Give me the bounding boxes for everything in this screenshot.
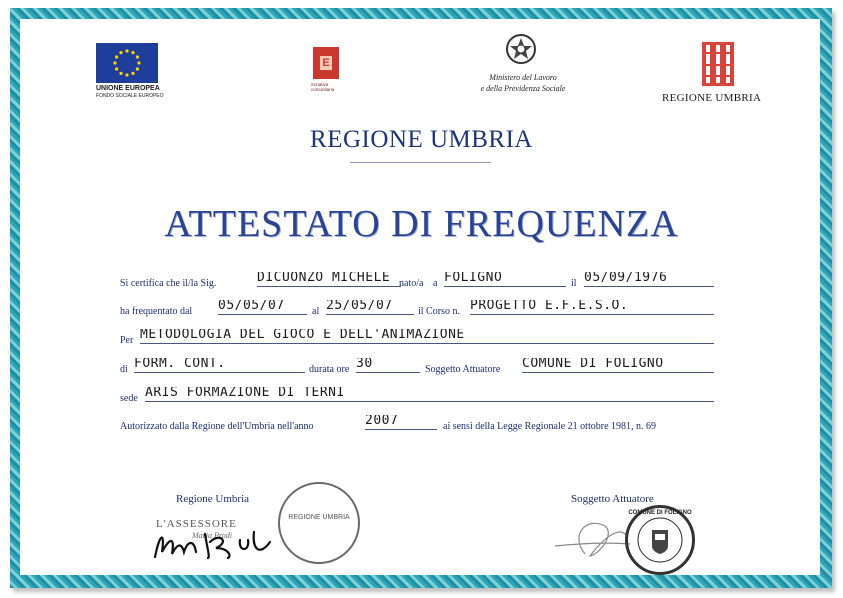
venue-field: ARIS FORMAZIONE DI TERNI <box>145 387 714 402</box>
law-label: ai sensi della Legge Regionale 21 ottobre 1981, n. 69 <box>443 421 657 432</box>
at-label: a <box>433 278 438 289</box>
course-field: PROGETTO E.F.E.S.O. <box>470 300 714 315</box>
venue-label: sede <box>120 393 138 404</box>
assessore-signature-icon <box>150 522 300 562</box>
date-label: il <box>571 278 577 289</box>
eu-flag-icon <box>96 43 158 83</box>
document-title: ATTESTATO DI FREQUENZA <box>164 203 679 245</box>
regione-umbria-logo-label: REGIONE UMBRIA <box>662 92 762 104</box>
assessore-name: Maria Prodi <box>192 531 232 540</box>
authorized-label: Autorizzato dalla Regione dell'Umbria nell'anno <box>120 421 314 432</box>
republic-emblem-icon <box>505 33 537 65</box>
actor-field: COMUNE DI FOLIGNO <box>522 358 714 373</box>
course-type-field: FORM. CONT. <box>134 358 305 373</box>
hours-field: 30 <box>356 358 420 373</box>
stamp-right-text: COMUNE DI FOLIGNO <box>628 510 692 516</box>
region-signature-label: Regione Umbria <box>176 493 250 505</box>
name-field: DICUONZO MICHELE <box>257 272 401 287</box>
initiative-logo-icon <box>313 47 339 79</box>
of-label: di <box>120 364 128 375</box>
comune-foligno-stamp-icon <box>625 505 695 575</box>
date-from-field: 05/05/07 <box>218 300 307 315</box>
actor-signature-icon <box>545 506 635 561</box>
assessore-label: L'ASSESSORE <box>156 518 237 530</box>
date-to-field: 25/05/07 <box>326 300 414 315</box>
year-field: 2007 <box>365 415 437 430</box>
born-label: nato/a <box>399 278 424 289</box>
actor-signature-label: Soggetto Attuatore <box>571 493 654 505</box>
regione-umbria-logo-icon <box>702 42 734 86</box>
ministry-line2: e della Previdenza Sociale <box>480 84 566 93</box>
ministry-line1: Ministero del Lavoro <box>489 73 557 82</box>
initiative-label: iniziativa comunitaria <box>311 82 335 92</box>
certify-label: Si certifica che il/la Sig. <box>120 278 217 289</box>
birthdate-field: 05/09/1976 <box>584 272 714 287</box>
attended-label: ha frequentato dal <box>120 306 193 317</box>
region-title: REGIONE UMBRIA <box>310 126 533 153</box>
course-label: il Corso n. <box>418 306 460 317</box>
hours-label: durata ore <box>309 364 350 375</box>
title-divider <box>350 162 491 163</box>
subject-field: METODOLOGIA DEL GIOCO E DELL'ANIMAZIONE <box>140 329 714 344</box>
for-label: Per <box>120 335 134 346</box>
to-label: al <box>312 306 320 317</box>
birthplace-field: FOLIGNO <box>444 272 566 287</box>
initiative-letter: E <box>320 56 332 70</box>
eu-name: UNIONE EUROPEA <box>96 85 160 92</box>
actor-label: Soggetto Attuatore <box>425 364 501 375</box>
eu-fund: FONDO SOCIALE EUROPEO <box>96 93 164 99</box>
stamp-left-text: REGIONE UMBRIA <box>288 514 350 521</box>
ministry-label <box>468 72 578 94</box>
